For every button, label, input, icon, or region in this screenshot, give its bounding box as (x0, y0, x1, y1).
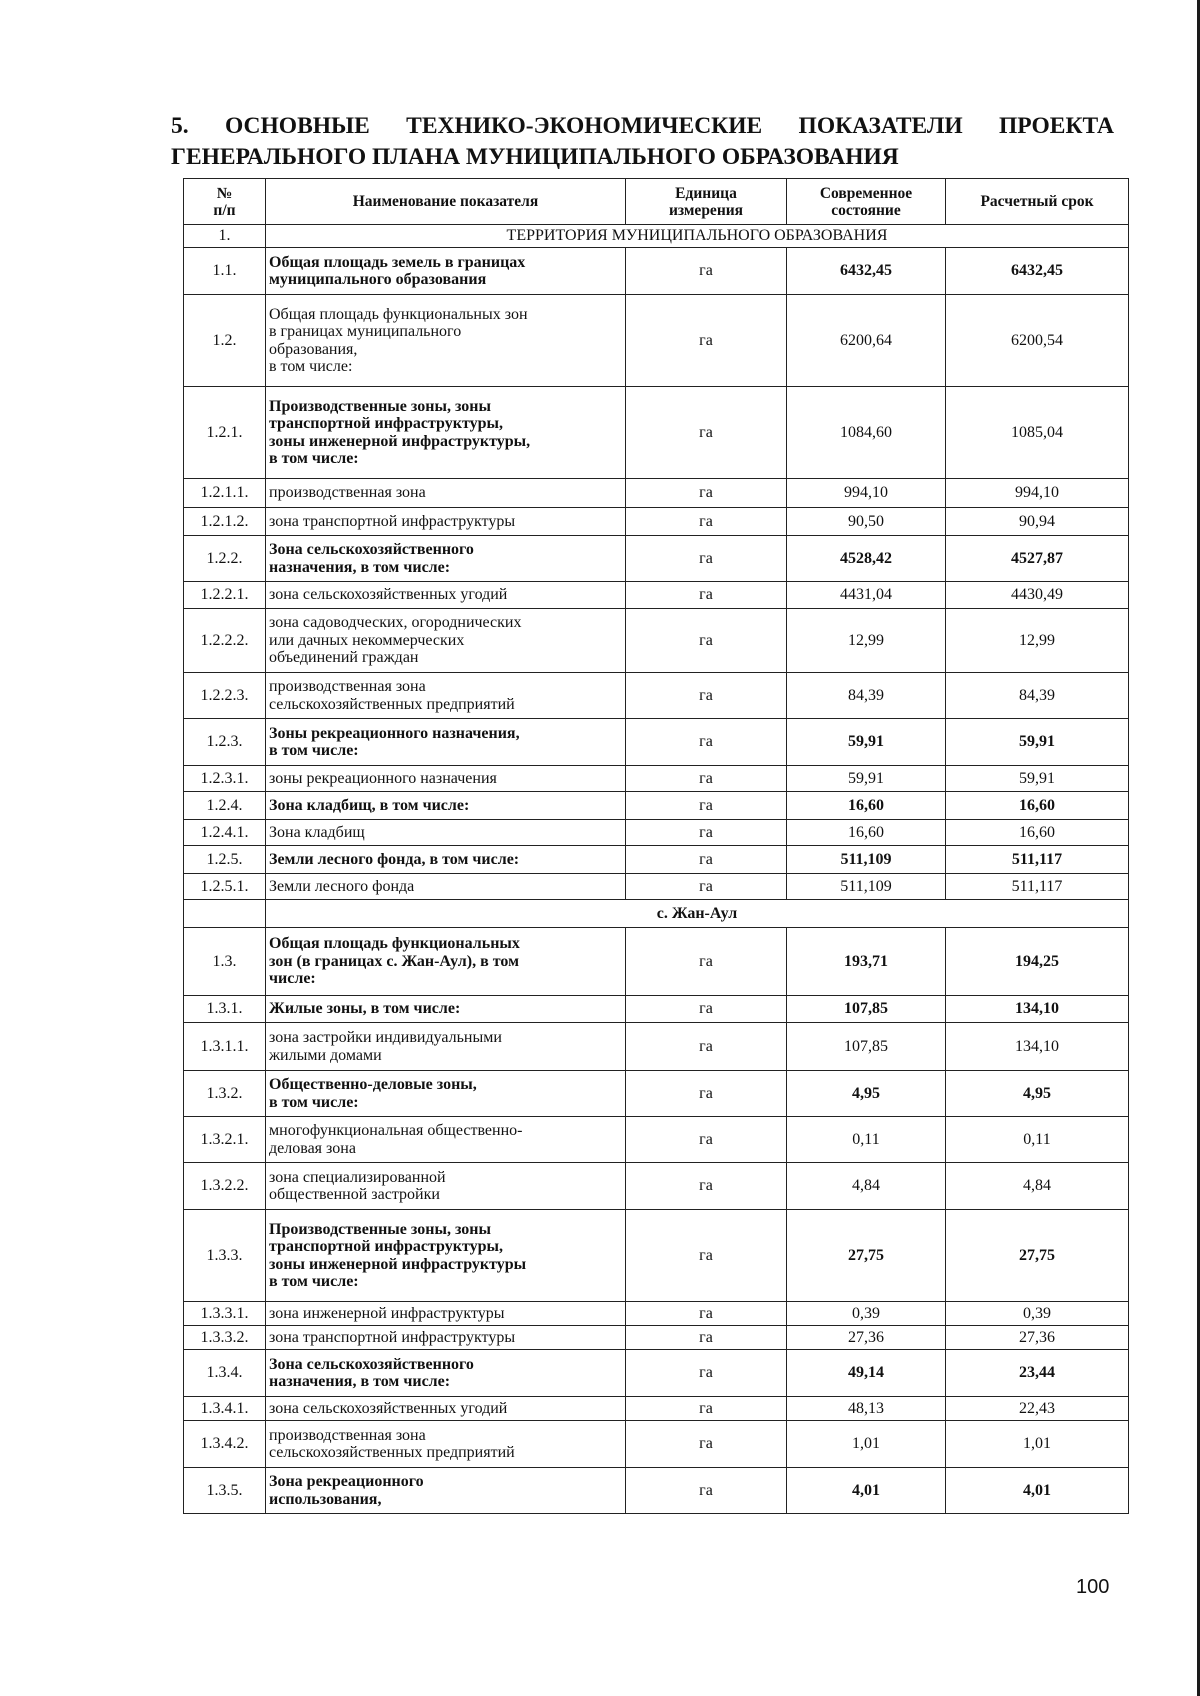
row-number: 1.3.4.1. (184, 1397, 266, 1421)
measure-unit: га (626, 928, 787, 996)
indicator-name-line: Общая площадь функциональных (269, 935, 520, 953)
projected-value: 59,91 (946, 719, 1129, 766)
indicator-name-line: муниципального образования (269, 271, 487, 288)
indicator-name-line: производственная зона (269, 678, 426, 695)
projected-value: 0,11 (946, 1117, 1129, 1163)
measure-unit: га (626, 792, 787, 820)
indicator-name-line: или дачных некоммерческих (269, 631, 465, 649)
header-indicator-name: Наименование показателя (266, 179, 626, 225)
current-value: 59,91 (787, 719, 946, 766)
current-value: 994,10 (787, 479, 946, 508)
indicator-name-line: транспортной инфраструктуры, (269, 1238, 503, 1255)
indicator-name-line: зоны рекреационного назначения (269, 769, 497, 787)
row-number: 1.3.4. (184, 1350, 266, 1397)
projected-value: 4430,49 (946, 582, 1129, 609)
indicator-name-line: зона садоводческих, огороднических (269, 614, 522, 632)
indicator-name-line: образования, (269, 340, 358, 358)
table-row (184, 536, 1129, 582)
row-number: 1.2.4. (184, 792, 266, 820)
table-body (184, 225, 1129, 1514)
indicator-name-line: транспортной инфраструктуры, (269, 415, 503, 432)
table-row (184, 1302, 1129, 1326)
row-number: 1.2.5.1. (184, 874, 266, 900)
row-number: 1.3.3.2. (184, 1326, 266, 1350)
measure-unit: га (626, 673, 787, 719)
indicator-name-line: Производственные зоны, зоны (269, 1220, 491, 1238)
row-number: 1.3.1. (184, 996, 266, 1023)
indicator-name (266, 1397, 626, 1421)
measure-unit: га (626, 996, 787, 1023)
current-value: 16,60 (787, 820, 946, 846)
indicator-name-line: в том числе: (269, 742, 359, 759)
current-value: 12,99 (787, 609, 946, 673)
projected-value: 0,39 (946, 1302, 1129, 1326)
indicator-name-line: Зоны рекреационного назначения, (269, 724, 520, 742)
measure-unit: га (626, 479, 787, 508)
row-number: 1.2.2. (184, 536, 266, 582)
table-row (184, 928, 1129, 996)
table-row (184, 792, 1129, 820)
indicator-name-line: зона транспортной инфраструктуры (269, 512, 516, 530)
projected-value: 511,117 (946, 874, 1129, 900)
projected-value: 4,01 (946, 1468, 1129, 1514)
table-row (184, 874, 1129, 900)
table-row (184, 1397, 1129, 1421)
indicator-name-line: в том числе: (269, 358, 353, 375)
indicator-name (266, 295, 626, 387)
table-row (184, 1071, 1129, 1117)
current-value: 4431,04 (787, 582, 946, 609)
indicator-name-line: в том числе: (269, 1093, 359, 1111)
projected-value: 6432,45 (946, 248, 1129, 295)
current-value: 511,109 (787, 846, 946, 874)
section-heading-line-2: ГЕНЕРАЛЬНОГО ПЛАНА МУНИЦИПАЛЬНОГО ОБРАЗОВАНИЯ (171, 144, 899, 170)
row-number: 1. (184, 225, 266, 248)
measure-unit: га (626, 609, 787, 673)
section-title: с. Жан-Аул (266, 900, 1129, 928)
row-number: 1.2.3.1. (184, 766, 266, 792)
current-value: 16,60 (787, 792, 946, 820)
indicator-name (266, 479, 626, 508)
measure-unit: га (626, 1163, 787, 1210)
indicator-name-line: использования, (269, 1490, 382, 1508)
projected-value: 134,10 (946, 1023, 1129, 1071)
projected-value: 27,36 (946, 1326, 1129, 1350)
header-number (184, 179, 266, 225)
indicator-name-line: производственная зона (269, 484, 426, 502)
indicator-name (266, 536, 626, 582)
current-value: 84,39 (787, 673, 946, 719)
measure-unit: га (626, 846, 787, 874)
measure-unit: га (626, 1326, 787, 1350)
row-number: 1.3.3. (184, 1210, 266, 1302)
indicator-name-line: Земли лесного фонда (269, 877, 415, 895)
row-number: 1.3.4.2. (184, 1421, 266, 1468)
indicator-name (266, 792, 626, 820)
indicator-name (266, 387, 626, 479)
table-row (184, 673, 1129, 719)
indicator-name-line: в границах муниципального (269, 323, 462, 340)
measure-unit: га (626, 1421, 787, 1468)
section-heading (171, 111, 1114, 173)
current-value: 48,13 (787, 1397, 946, 1421)
projected-value: 84,39 (946, 673, 1129, 719)
section-row (184, 225, 1129, 248)
indicator-name (266, 508, 626, 536)
current-value: 193,71 (787, 928, 946, 996)
measure-unit: га (626, 719, 787, 766)
table-header-row (184, 179, 1129, 225)
measure-unit: га (626, 295, 787, 387)
indicator-name-line: сельскохозяйственных предприятий (269, 695, 515, 713)
measure-unit: га (626, 387, 787, 479)
current-value: 4,84 (787, 1163, 946, 1210)
indicator-name (266, 1023, 626, 1071)
indicator-name-line: зона сельскохозяйственных угодий (269, 1399, 508, 1417)
indicator-name-line: общественной застройки (269, 1186, 440, 1203)
projected-value: 27,75 (946, 1210, 1129, 1302)
indicator-name-line: сельскохозяйственных предприятий (269, 1444, 515, 1461)
indicator-name-line: деловая зона (269, 1139, 356, 1157)
table-row (184, 766, 1129, 792)
row-number: 1.3.2.1. (184, 1117, 266, 1163)
indicator-name (266, 1163, 626, 1210)
table-row (184, 1326, 1129, 1350)
indicator-name-line: производственная зона (269, 1426, 426, 1444)
current-value: 1084,60 (787, 387, 946, 479)
header-unit-line-1: Единица (675, 184, 737, 202)
indicator-name-line: зон (в границах с. Жан-Аул), в том (269, 952, 519, 970)
header-number-line-2: п/п (213, 201, 236, 219)
current-value: 27,36 (787, 1326, 946, 1350)
row-number: 1.3. (184, 928, 266, 996)
projected-value: 6200,54 (946, 295, 1129, 387)
row-number: 1.3.3.1. (184, 1302, 266, 1326)
header-unit-line-2: измерения (668, 201, 744, 219)
page-number: 100 (1076, 1576, 1110, 1598)
row-number: 1.3.2.2. (184, 1163, 266, 1210)
current-value: 90,50 (787, 508, 946, 536)
section-heading-line-1: 5. ОСНОВНЫЕ ТЕХНИКО-ЭКОНОМИЧЕСКИЕ ПОКАЗАТЕЛИ ПРОЕКТА (171, 113, 1114, 139)
indicator-name (266, 766, 626, 792)
projected-value: 23,44 (946, 1350, 1129, 1397)
projected-value: 511,117 (946, 846, 1129, 874)
indicator-name (266, 846, 626, 874)
table-row (184, 479, 1129, 508)
table-row (184, 582, 1129, 609)
table-row (184, 1163, 1129, 1210)
current-value: 107,85 (787, 996, 946, 1023)
current-value: 4,01 (787, 1468, 946, 1514)
row-number: 1.2.1.1. (184, 479, 266, 508)
section-title: ТЕРРИТОРИЯ МУНИЦИПАЛЬНОГО ОБРАЗОВАНИЯ (266, 225, 1129, 248)
projected-value: 90,94 (946, 508, 1129, 536)
table-row (184, 295, 1129, 387)
measure-unit: га (626, 1023, 787, 1071)
indicator-name-line: зона транспортной инфраструктуры (269, 1328, 516, 1346)
table-row (184, 1117, 1129, 1163)
measure-unit: га (626, 1350, 787, 1397)
indicator-name-line: объединений граждан (269, 649, 419, 667)
header-current-line-1: Современное (819, 184, 913, 202)
current-value: 59,91 (787, 766, 946, 792)
current-value: 6432,45 (787, 248, 946, 295)
indicator-name (266, 1326, 626, 1350)
table-row (184, 719, 1129, 766)
indicator-name-line: многофункциональная общественно- (269, 1122, 523, 1139)
projected-value: 134,10 (946, 996, 1129, 1023)
indicator-name (266, 609, 626, 673)
indicator-name (266, 1350, 626, 1397)
table-row (184, 387, 1129, 479)
row-number: 1.2.2.1. (184, 582, 266, 609)
indicator-name-line: Общая площадь функциональных зон (269, 305, 528, 323)
measure-unit: га (626, 536, 787, 582)
row-number: 1.2.3. (184, 719, 266, 766)
indicator-name-line: Общая площадь земель в границах (269, 253, 526, 271)
projected-value: 1085,04 (946, 387, 1129, 479)
current-value: 49,14 (787, 1350, 946, 1397)
projected-value: 994,10 (946, 479, 1129, 508)
header-number-line-1: № (216, 184, 233, 202)
row-number: 1.2.2.2. (184, 609, 266, 673)
row-number: 1.3.5. (184, 1468, 266, 1514)
indicator-name (266, 1468, 626, 1514)
measure-unit: га (626, 1397, 787, 1421)
indicator-name-line: Зона рекреационного (269, 1473, 424, 1490)
indicator-name-line: числе: (269, 970, 316, 988)
indicator-name (266, 248, 626, 295)
row-number: 1.2.2.3. (184, 673, 266, 719)
row-number: 1.3.2. (184, 1071, 266, 1117)
header-current-state (787, 179, 946, 225)
indicator-name (266, 719, 626, 766)
indicator-name-line: жилыми домами (269, 1046, 382, 1064)
measure-unit: га (626, 1071, 787, 1117)
current-value: 0,11 (787, 1117, 946, 1163)
table-row (184, 508, 1129, 536)
indicator-name-line: зона инженерной инфраструктуры (269, 1304, 505, 1322)
indicator-name-line: зона застройки индивидуальными (269, 1029, 502, 1046)
current-value: 107,85 (787, 1023, 946, 1071)
row-number: 1.2.4.1. (184, 820, 266, 846)
measure-unit: га (626, 874, 787, 900)
indicator-name (266, 1210, 626, 1302)
measure-unit: га (626, 1210, 787, 1302)
current-value: 511,109 (787, 874, 946, 900)
table-row (184, 248, 1129, 295)
indicator-name (266, 1117, 626, 1163)
row-number: 1.2.1.2. (184, 508, 266, 536)
table-row (184, 1468, 1129, 1514)
projected-value: 4,95 (946, 1071, 1129, 1117)
projected-value: 16,60 (946, 792, 1129, 820)
table-row (184, 996, 1129, 1023)
indicator-name (266, 874, 626, 900)
current-value: 27,75 (787, 1210, 946, 1302)
table-row (184, 609, 1129, 673)
projected-value: 1,01 (946, 1421, 1129, 1468)
indicator-name-line: Жилые зоны, в том числе: (269, 1000, 461, 1018)
indicator-name (266, 1071, 626, 1117)
section-row (184, 900, 1129, 928)
current-value: 0,39 (787, 1302, 946, 1326)
indicator-name (266, 996, 626, 1023)
indicator-name (266, 820, 626, 846)
table-row (184, 1421, 1129, 1468)
header-current-line-2: состояние (831, 201, 901, 219)
row-number: 1.1. (184, 248, 266, 295)
measure-unit: га (626, 766, 787, 792)
measure-unit: га (626, 582, 787, 609)
header-projected-term: Расчетный срок (946, 179, 1129, 225)
indicator-name-line: Зона сельскохозяйственного (269, 1355, 474, 1373)
projected-value: 59,91 (946, 766, 1129, 792)
table-row (184, 820, 1129, 846)
indicator-name-line: в том числе: (269, 450, 359, 467)
indicator-name-line: назначения, в том числе: (269, 558, 451, 576)
projected-value: 4527,87 (946, 536, 1129, 582)
indicator-name-line: Зона кладбищ, в том числе: (269, 796, 470, 814)
indicator-name-line: зоны инженерной инфраструктуры (269, 1255, 527, 1273)
measure-unit: га (626, 820, 787, 846)
measure-unit: га (626, 248, 787, 295)
projected-value: 16,60 (946, 820, 1129, 846)
header-unit (626, 179, 787, 225)
indicators-table (183, 178, 1129, 1514)
measure-unit: га (626, 1468, 787, 1514)
row-number: 1.2.1. (184, 387, 266, 479)
indicator-name (266, 1302, 626, 1326)
measure-unit: га (626, 1117, 787, 1163)
row-number: 1.2. (184, 295, 266, 387)
measure-unit: га (626, 1302, 787, 1326)
current-value: 4528,42 (787, 536, 946, 582)
indicator-name-line: Производственные зоны, зоны (269, 397, 491, 415)
indicator-name-line: зоны инженерной инфраструктуры, (269, 432, 531, 450)
projected-value: 4,84 (946, 1163, 1129, 1210)
current-value: 1,01 (787, 1421, 946, 1468)
current-value: 6200,64 (787, 295, 946, 387)
table-row (184, 1350, 1129, 1397)
indicator-name (266, 928, 626, 996)
table-row (184, 1023, 1129, 1071)
indicator-name-line: Зона сельскохозяйственного (269, 541, 474, 558)
indicator-name (266, 582, 626, 609)
measure-unit: га (626, 508, 787, 536)
projected-value: 194,25 (946, 928, 1129, 996)
indicator-name-line: Земли лесного фонда, в том числе: (269, 850, 520, 868)
projected-value: 22,43 (946, 1397, 1129, 1421)
current-value: 4,95 (787, 1071, 946, 1117)
indicator-name-line: зона сельскохозяйственных угодий (269, 586, 508, 604)
row-number (184, 900, 266, 928)
table-row (184, 846, 1129, 874)
indicator-name-line: Зона кладбищ (269, 823, 365, 841)
projected-value: 12,99 (946, 609, 1129, 673)
table-row (184, 1210, 1129, 1302)
indicator-name-line: назначения, в том числе: (269, 1373, 451, 1390)
indicator-name-line: зона специализированной (269, 1168, 446, 1186)
indicator-name (266, 673, 626, 719)
row-number: 1.3.1.1. (184, 1023, 266, 1071)
indicator-name (266, 1421, 626, 1468)
indicator-name-line: в том числе: (269, 1273, 359, 1290)
indicator-name-line: Общественно-деловые зоны, (269, 1076, 477, 1093)
row-number: 1.2.5. (184, 846, 266, 874)
